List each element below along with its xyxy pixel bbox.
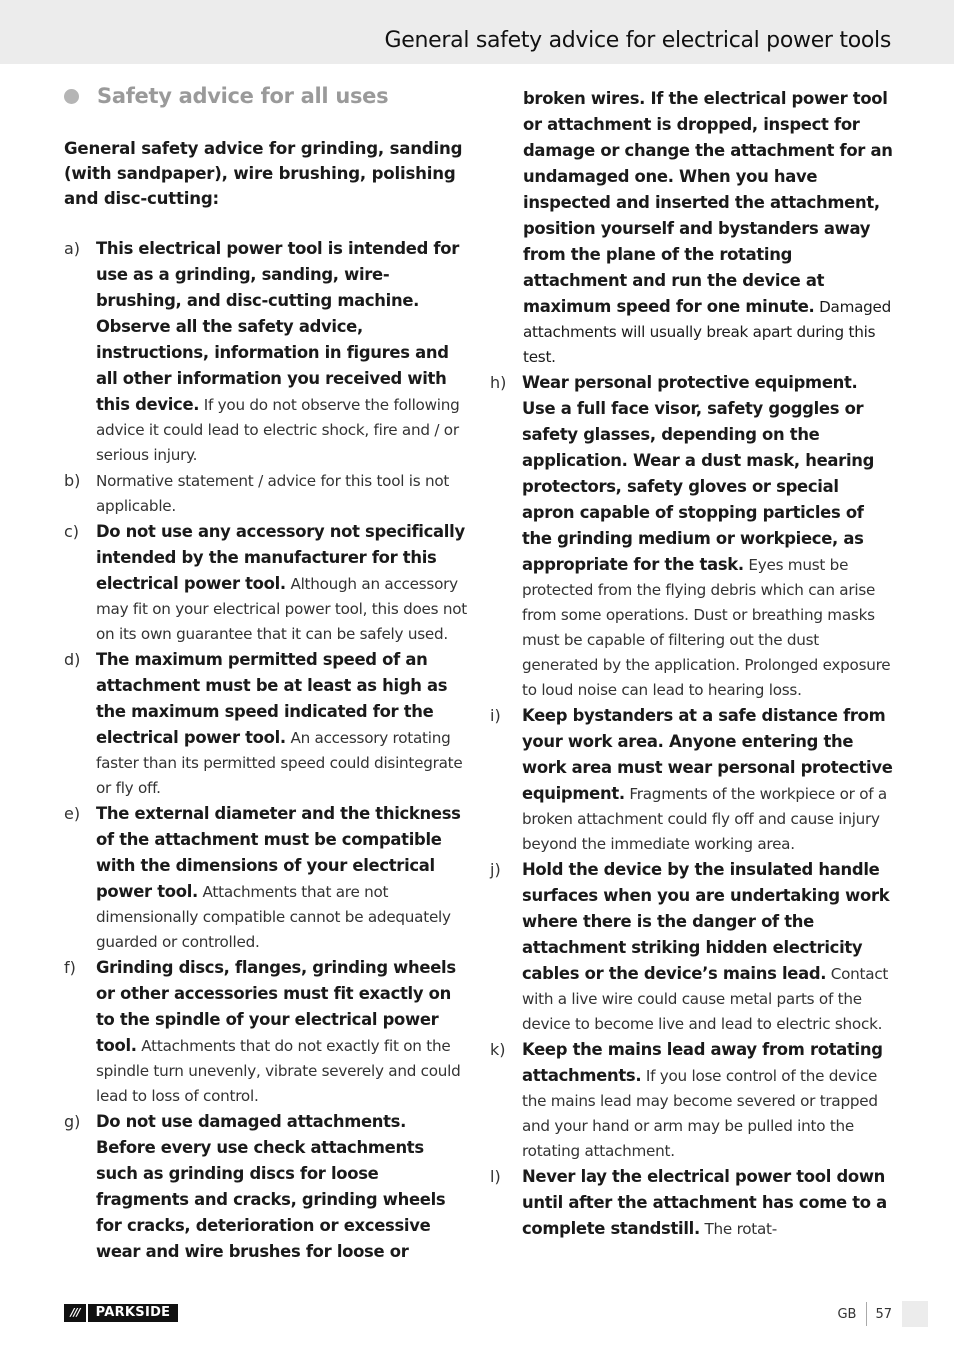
item-normal-text: Although an accessory may fit on your electrical power tool, this does not on its own guarantee that it can be safely used. (96, 575, 467, 643)
item-letter: l) (490, 1167, 501, 1186)
list-item (490, 1037, 894, 1164)
list-item (490, 703, 894, 857)
item-normal-text: If you do not observe the following advice it could lead to electric shock, fire and / or serious injury. (96, 396, 460, 464)
footer-page-info (837, 1301, 928, 1327)
item-normal-text: Damaged attachments will usually break apart during this test. (523, 298, 892, 366)
list-item (490, 1164, 894, 1242)
item-letter: b) (64, 471, 81, 490)
item-text (96, 519, 467, 647)
item-bold-text: Keep bystanders at a safe distance from your work area. Anyone entering the work area must wear personal protective equipment. (522, 706, 893, 803)
item-bold-text: Keep the mains lead away from rotating attachments. (522, 1040, 883, 1085)
header-band (0, 0, 954, 64)
item-normal-text: An accessory rotating faster than its permitted speed could disintegrate or fly off. (96, 729, 463, 797)
item-bold-text: Hold the device by the insulated handle surfaces when you are undertaking work where there is the danger of the attachment striking hidden electricity cables or the device’s mains lead. (522, 860, 890, 983)
item-letter: c) (64, 522, 80, 541)
footer-box (902, 1301, 928, 1327)
section-title: Safety advice for all uses (97, 84, 389, 108)
page-number: 57 (875, 1306, 892, 1322)
item-text (522, 1037, 894, 1164)
item-normal-text: Attachments that do not exactly fit on the spindle turn unevenly, vibrate severely and could lead to loss of control. (96, 1037, 461, 1105)
list-item (64, 1109, 467, 1265)
item-text (96, 801, 467, 955)
item-text (522, 1164, 894, 1242)
list-item (64, 519, 467, 647)
page-header-title: General safety advice for electrical power tools (384, 28, 891, 53)
language-code: GB (837, 1306, 857, 1322)
item-bold-text: Do not use any accessory not specifically intended by the manufacturer for this electrical power tool. (96, 522, 465, 593)
item-letter: a) (64, 239, 81, 258)
item-text (96, 1109, 467, 1265)
item-letter: d) (64, 650, 81, 669)
item-normal-text: Normative statement / advice for this tool is not applicable. (96, 472, 450, 515)
item-text (96, 647, 467, 801)
bullet-icon (64, 89, 79, 104)
item-letter: e) (64, 804, 81, 823)
item-normal-text: The rotat- (704, 1220, 777, 1238)
item-normal-text: Contact with a live wire could cause metal parts of the device to become live and lead to electric shock. (522, 965, 889, 1033)
item-g-continued (490, 86, 894, 370)
item-bold-text: This electrical power tool is intended for use as a grinding, sanding, wire-brushing, and disc-cutting machine. Observe all the safety advice, instructions, information in figures and all other information you received with this device. (96, 239, 460, 414)
parkside-logo (64, 1304, 178, 1322)
item-letter: g) (64, 1112, 81, 1131)
item-normal-text: Eyes must be protected from the flying debris which can arise from some operations. Dust or breathing masks must be capable of filtering out the dust generated by the application. Prolonged exposure to loud noise can lead to hearing loss. (522, 556, 891, 699)
item-text (96, 236, 467, 468)
footer-divider (866, 1302, 867, 1326)
logo-slashes: /// (64, 1304, 86, 1322)
item-bold-text: broken wires. If the electrical power tool or attachment is dropped, inspect for damage or change the attachment for an undamaged one. When you have inspected and inserted the attachment, position yourself and bystanders away from the plane of the rotating attachment and run the device at maximum speed for one minute. (523, 89, 893, 316)
item-letter: f) (64, 958, 76, 977)
intro-paragraph: General safety advice for grinding, sanding (with sandpaper), wire brushing, polishing and disc-cutting: (64, 139, 463, 208)
item-letter: h) (490, 373, 507, 392)
list-item (64, 955, 467, 1109)
item-text (96, 468, 467, 519)
item-bold-text: Do not use damaged attachments. Before every use check attachments such as grinding discs for loose fragments and cracks, grinding wheels for cracks, deterioration or excessive wear and wire brushes for loose or (96, 1112, 446, 1261)
item-text (96, 955, 467, 1109)
item-bold-text: Never lay the electrical power tool down until after the attachment has come to a complete standstill. (522, 1167, 887, 1238)
list-item (64, 468, 467, 519)
list-item (64, 801, 467, 955)
right-column (490, 86, 894, 1242)
item-normal-text: If you lose control of the device the mains lead may become severed or trapped and your hand or arm may be pulled into the rotating attachment. (522, 1067, 878, 1160)
item-letter: k) (490, 1040, 506, 1059)
left-column (64, 136, 467, 1265)
section-heading (64, 84, 388, 108)
item-text (522, 857, 894, 1037)
list-item (490, 857, 894, 1037)
item-letter: i) (490, 706, 501, 725)
item-normal-text: Fragments of the workpiece or of a broken attachment could fly off and cause injury beyond the immediate working area. (522, 785, 887, 853)
item-bold-text: Grinding discs, flanges, grinding wheels or other accessories must fit exactly on to the spindle of your electrical power tool. (96, 958, 456, 1055)
list-item (64, 236, 467, 468)
item-text (522, 370, 894, 703)
item-bold-text: The external diameter and the thickness of the attachment must be compatible with the dimensions of your electrical power tool. (96, 804, 461, 901)
logo-text: PARKSIDE (88, 1304, 178, 1322)
list-item (490, 370, 894, 703)
list-item (64, 647, 467, 801)
item-text (522, 703, 894, 857)
item-normal-text: Attachments that are not dimensionally compatible cannot be adequately guarded or controlled. (96, 883, 451, 951)
item-bold-text: The maximum permitted speed of an attachment must be at least as high as the maximum speed indicated for the electrical power tool. (96, 650, 448, 747)
item-letter: j) (490, 860, 501, 879)
item-bold-text: Wear personal protective equipment. Use a full face visor, safety goggles or safety glasses, depending on the application. Wear a dust mask, hearing protectors, safety gloves or special apron capable of stopping particles of the grinding medium or workpiece, as appropriate for the task. (522, 373, 875, 574)
